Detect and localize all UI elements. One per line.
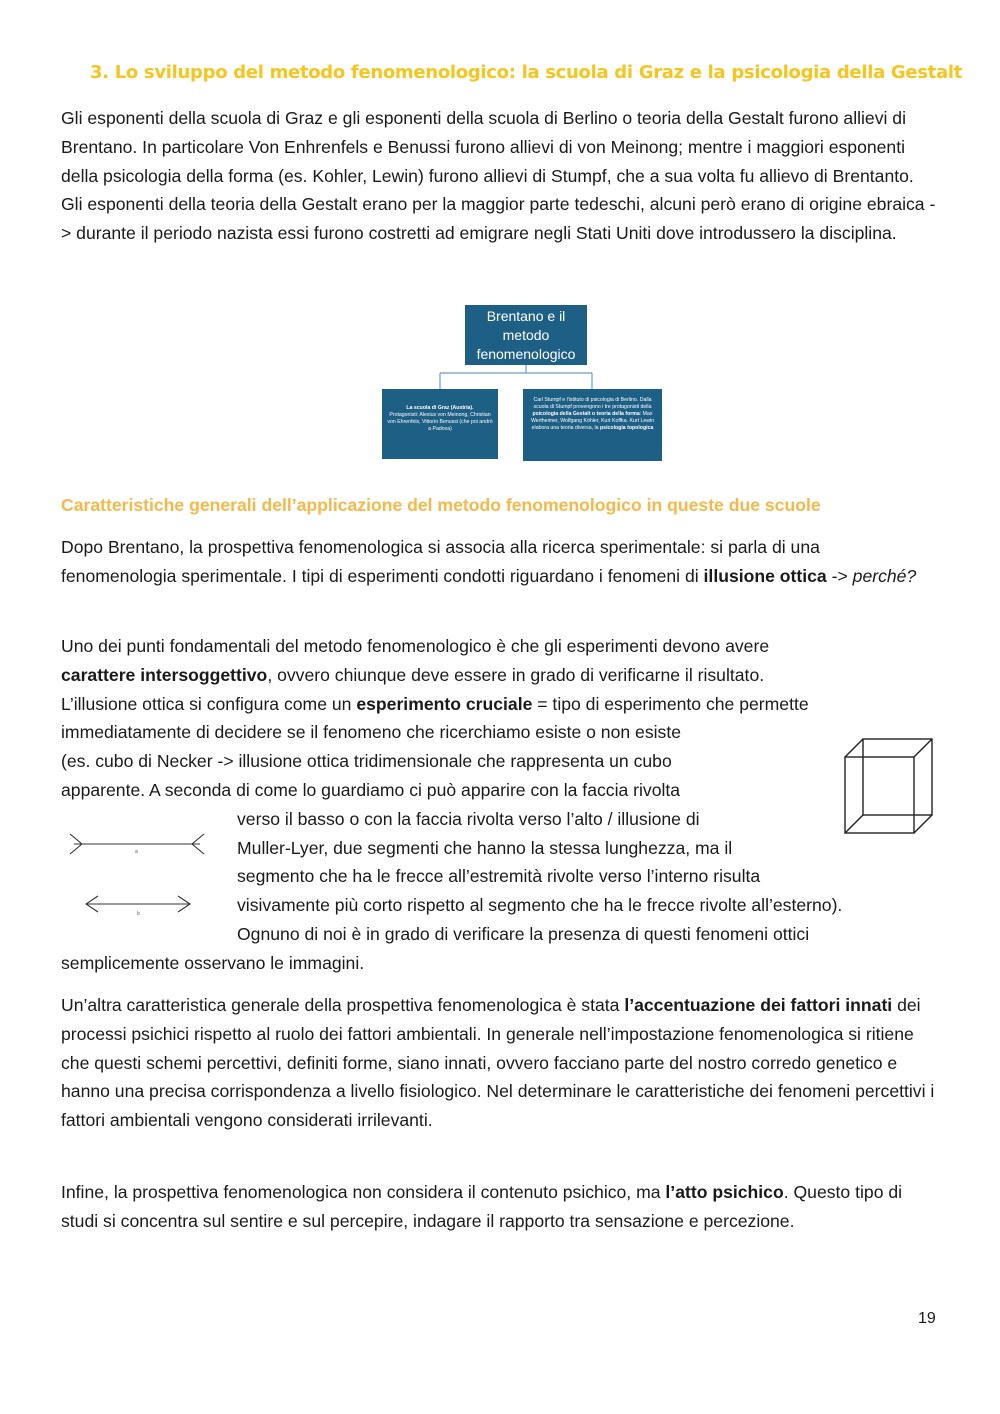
org-node-berlino-bold-1: psicologia della Gestalt o teoria della forma	[532, 411, 640, 417]
paragraph-sperimentale	[61, 533, 939, 591]
p2-arrow: ->	[826, 565, 853, 586]
p3-line-10: visivamente più corto rispetto al segmento che ha le frecce rivolte all’esterno).	[237, 895, 843, 916]
p3-line-11: Ognuno di noi è in grado di verificare la presenza di questi fenomeni ottici	[237, 923, 810, 944]
p3-line-3a: L’illusione ottica si configura come un	[61, 693, 357, 714]
p3-line-8: Muller-Lyer, due segmenti che hanno la stessa lunghezza, ma il	[237, 837, 733, 858]
page-number: 19	[918, 1310, 936, 1327]
p5-text-2: . Questo tipo di studi si concentra sul sentire e sul percepire, indagare il rapporto tra sensazione e percezione.	[61, 1182, 903, 1231]
org-node-berlino-bold-2: psicologia topologica	[600, 425, 654, 431]
p3-line-12: semplicemente osservano le immagini.	[61, 952, 365, 973]
p4-text-1: Un’altra caratteristica generale della prospettiva fenomenologica è stata	[61, 995, 625, 1015]
paragraph-intersoggettivo	[61, 632, 939, 978]
org-node-berlino-text-2: : Max Wertheimer, Wolfgang Köhler, Kurt Koffka. Kurt Lewin elabora una teoria diversa, la	[530, 411, 655, 431]
segment-b-label: b	[137, 911, 140, 917]
p3-line-2-text: , ovvero chiunque deve essere in grado di verificarne il risultato.	[267, 664, 765, 685]
p2-text: Dopo Brentano, la prospettiva fenomenologica si associa alla ricerca sperimentale: si parla di una fenomenologia sperimentale. I tipi di esperimenti condotti riguardano i fenomeni di	[61, 537, 820, 586]
p3-line-5: (es. cubo di Necker -> illusione ottica tridimensionale che rappresenta un cubo	[61, 751, 672, 772]
p2-bold: illusione ottica	[703, 565, 827, 586]
paragraph-fattori-innati	[61, 991, 939, 1135]
org-node-berlino-text-1: Carl Stumpf e l'istituto di psicologia di Berlino. Dalla scuola di Stumpf provengono i tre protagonisti della	[533, 397, 652, 410]
p5-text-1: Infine, la prospettiva fenomenologica non considera il contenuto psichico, ma	[61, 1182, 666, 1202]
p3-line-9: segmento che ha le frecce all’estremità rivolte verso l’interno risulta	[237, 866, 761, 887]
necker-cube-figure	[840, 735, 936, 837]
org-node-graz-text: Protagonisti: Alexius von Meinong, Christian von Ehrenfels, Vittorio Benussi (che poi andrò a Padova)	[387, 412, 493, 432]
segment-a-label: a	[135, 849, 138, 855]
p3-line-3b: = tipo di esperimento che permette	[532, 693, 809, 714]
org-node-graz-title: La scuola di Graz (Austria).	[406, 405, 474, 411]
p3-bold-cruciale: esperimento cruciale	[356, 693, 533, 714]
p5-bold: l’atto psichico	[665, 1182, 784, 1202]
p4-bold: l’accentuazione dei fattori innati	[624, 995, 893, 1015]
section-heading: 3. Lo sviluppo del metodo fenomenologico: la scuola di Graz e la psicologia della Gestalt	[90, 62, 963, 83]
p3-line-6: apparente. A seconda di come lo guardiamo ci può apparire con la faccia rivolta	[61, 779, 681, 800]
org-node-berlino	[523, 389, 662, 461]
p3-line-4: immediatamente di decidere se il fenomeno che ricerchiamo esiste o non esiste	[61, 722, 682, 743]
p4-text-2: dei processi psichici rispetto al ruolo dei fattori ambientali. In generale nell’impostazione fenomenologica si ritiene che questi schemi percettivi, definiti forme, siano innati, ovvero facciano parte del nostro corredo genetico e hanno una precisa corrispondenza a livello fisiologico. Nel determinare le caratteristiche dei fenomeni percettivi i fattori ambientali vengono considerati irrilevanti.	[61, 995, 935, 1131]
subheading: Caratteristiche generali dell’applicazione del metodo fenomenologico in queste due scuole	[61, 495, 821, 515]
p2-italic: perché?	[852, 565, 917, 586]
muller-lyer-figure	[62, 824, 212, 924]
p3-line-2	[61, 661, 939, 690]
org-chart	[380, 305, 664, 461]
org-root-node: Brentano e il metodo fenomenologico	[465, 305, 587, 365]
p3-line-7: verso il basso o con la faccia rivolta verso l’alto / illusione di	[237, 808, 700, 829]
p3-line-1: Uno dei punti fondamentali del metodo fenomenologico è che gli esperimenti devono avere	[61, 636, 770, 656]
p3-bold-intersoggettivo: carattere intersoggettivo	[61, 664, 268, 685]
intro-paragraph: Gli esponenti della scuola di Graz e gli esponenti della scuola di Berlino o teoria della Gestalt furono allievi di Brentano. In particolare Von Enhrenfels e Benussi furono allievi di von Meinong; mentre i maggiori esponenti della psicologia della forma (es. Kohler, Lewin) furono allievi di Stumpf, che a sua volta fu allievo di Brentanto. Gli esponenti della teoria della Gestalt erano per la maggior parte tedeschi, alcuni però erano di origine ebraica -> durante il periodo nazista essi furono costretti ad emigrare negli Stati Uniti dove introdussero la disciplina.	[61, 108, 936, 244]
paragraph-atto-psichico	[61, 1178, 939, 1236]
org-node-graz	[382, 389, 498, 459]
p3-line-3	[61, 690, 939, 719]
